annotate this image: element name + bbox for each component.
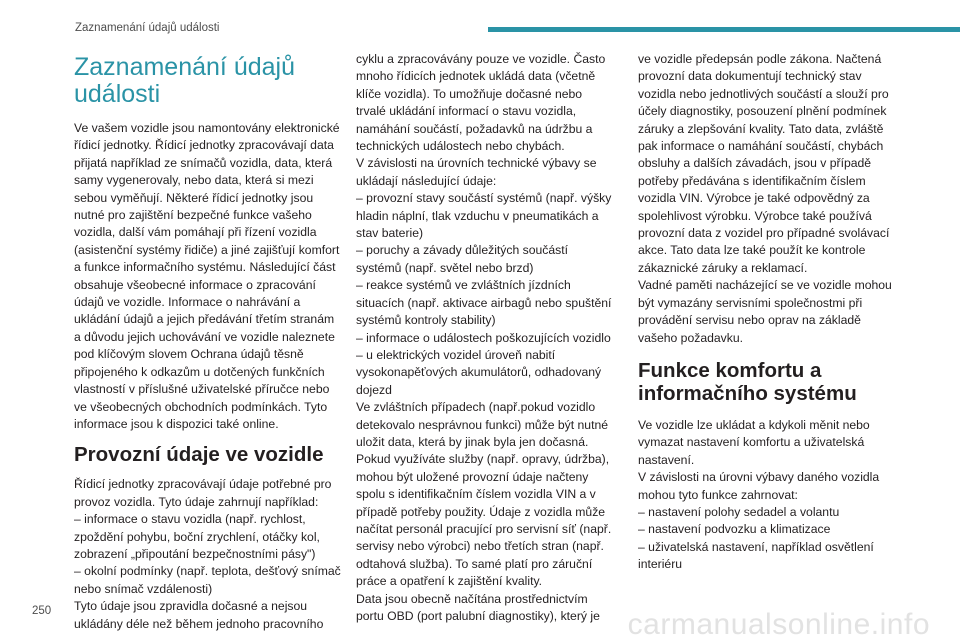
column-3-paragraph: ve vozidle předepsán podle zákona. Načtená provozní data dokumentují technický stav vozidla nebo jednotlivých součástí a slouží pro účely diagnostiky, posouzení plnění podmínek záruky a zlepšování kvality. Tato data, zvláště pak informace o namáhání součástí, chybách obsluhy a dalších závadách, jsou v případě potřeby předávána s identifikačním číslem vozidla VIN. Výrobce je také odpovědný za spolehlivost výrobku. Výrobce také používá provozní data z vozidel pro případné svolávací akce. Tato data lze také použít ke kontrole zákaznické záruky a reklamací. Vadné paměti nacházející se ve vozidle mohou být vymazány servisními společnostmi při provádění servisu nebo oprav na základě vašeho požadavku.: [638, 52, 892, 345]
intro-paragraph: Ve vašem vozidle jsou namontovány elektronické řídicí jednotky. Řídicí jednotky zpracovávají data přijatá například ze snímačů vozidla, data, která samy vygenerovaly, nebo data, která si mezi sebou vyměňují. Některé řídicí jednotky jsou nutné pro zajištění bezpečné funkce vašeho vozidla, další vám pomáhají při řízení vozidla (asistenční systémy řidiče) a jiné zajišťují komfort a funkce informačního systému. Následující část obsahuje všeobecné informace o zpracování údajů ve vozidle. Informace o nahrávání a ukládání údajů a jejich předávání třetím stranám a důvodu jejich uchovávání ve vozidle naleznete pod klíčovým slovem Ochrana údajů těsně připojeného k odkazům u dotčených funkčních vlastností v příslušné uživatelské příručce nebo ve všeobecných obchodních podmínkách. Tyto informace jsou k dispozici také online.: [74, 121, 340, 431]
column-3: [638, 51, 900, 574]
page-title: Zaznamenání údajů události: [74, 53, 295, 108]
section-title-operating-data: Provozní údaje ve vozidle: [74, 443, 324, 467]
running-head: Zaznamenání údajů události: [75, 22, 220, 34]
column-2: [356, 51, 614, 625]
comfort-paragraph: Ve vozidle lze ukládat a kdykoli měnit nebo vymazat nastavení komfortu a uživatelská nastavení. V závislosti na úrovni výbavy daného vozidla mohou tyto funkce zahrnovat: – nastavení polohy sedadel a volantu – nastavení podvozku a klimatizace – uživatelská nastavení, například osvětlení interiéru: [638, 417, 880, 572]
operating-data-paragraph: Řídicí jednotky zpracovávají údaje potřebné pro provoz vozidla. Tyto údaje zahrnují například: – informace o stavu vozidla (např. rychlost, zpoždění pohybu, boční zrychlení, otáčky kol, zobrazení „připoutání bezpečnostními pásy") – okolní podmínky (např. teplota, dešťový snímač nebo snímač vzdálenosti) Tyto údaje jsou zpravidla dočasné a nejsou ukládány déle než během jednoho pracovního: [74, 477, 341, 631]
page-number: 250: [32, 605, 52, 617]
section-title-comfort: Funkce komfortu a informačního systému: [638, 358, 857, 405]
column-2-paragraph: cyklu a zpracovávány pouze ve vozidle. Často mnoho řídicích jednotek ukládá data (včetně klíče vozidla). To umožňuje dočasné nebo trvalé ukládání informací o stavu vozidla, namáhání součástí, požadavků na údržbu a technických událostech nebo chybách. V závislosti na úrovních technické výbavy se ukládají následující údaje: – provozní stavy součástí systémů (např. výšky hladin náplní, tlak vzduchu v pneumatikách a stav baterie) – poruchy a závady důležitých součástí systémů (např. světel nebo brzd) – reakce systémů ve zvláštních jízdních situacích (např. aktivace airbagů nebo spuštění systémů kontroly stability) – informace o událostech poškozujících vozidlo – u elektrických vozidel úroveň nabití vysokonapěťových akumulátorů, odhadovaný dojezd Ve zvláštních případech (např.pokud vozidlo detekovalo nesprávnou funkci) může být nutné uložit data, která by jinak byla jen dočasná. Pokud využíváte služby (např. opravy, údržba), mohou být uložené provozní údaje načteny spolu s identifikačním číslem vozidla VIN a v případě potřeby použity. Údaje z vozidla může načítat personál pracující pro servisní síť (např. servisy nebo výrobci) nebo třetích stran (např. odtahová služba). To samé platí pro záruční práce a opatření k zajištění kvality. Data jsou obecně načítána prostřednictvím portu OBD (port palubní diagnostiky), který je: [356, 52, 612, 623]
column-1: [74, 54, 342, 633]
header-accent-bar: [488, 27, 960, 32]
watermark: carmanualsonline.info: [627, 608, 930, 641]
